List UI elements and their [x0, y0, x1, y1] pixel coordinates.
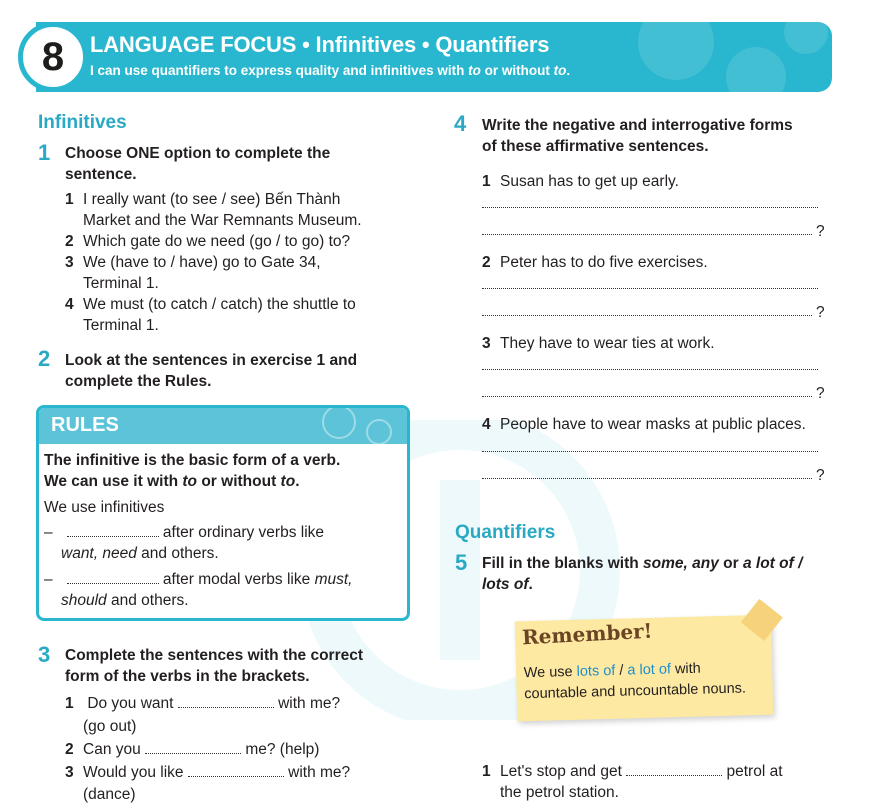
ex2-instruction-line2: complete the Rules. — [65, 373, 212, 390]
answer-line-negative[interactable] — [482, 207, 818, 208]
ex3-instruction-line1: Complete the sentences with the correct — [65, 647, 364, 664]
remember-a-lot-of: a lot of — [627, 661, 672, 679]
rules-line2-to2: to — [280, 473, 296, 490]
question-mark: ? — [816, 467, 825, 484]
rules-line2-a: We can use it with — [44, 473, 183, 490]
question-mark: ? — [816, 385, 825, 402]
item-text-a: Can you — [83, 741, 146, 758]
item-text-a: Would you like — [83, 764, 188, 781]
item-number: 4 — [65, 296, 74, 313]
item-number: 1 — [482, 173, 491, 190]
ex4-instruction-line1: Write the negative and interrogative forms — [482, 117, 793, 134]
item-number: 3 — [482, 335, 491, 352]
answer-line-negative[interactable] — [482, 451, 818, 452]
item-number: 1 — [65, 191, 74, 208]
answer-blank[interactable] — [188, 765, 284, 777]
rules-box — [36, 405, 410, 621]
subtitle-to-1: to — [468, 63, 481, 78]
list-item-continuation: Market and the War Remnants Museum. — [83, 212, 362, 229]
ex4-instruction-line2: of these affirmative sentences. — [482, 138, 709, 155]
rules-bullet-2 — [44, 569, 352, 590]
section-title-quantifiers: Quantifiers — [455, 522, 556, 543]
section-title-infinitives: Infinitives — [38, 112, 127, 133]
item-text: Which gate do we need (go / to go) to? — [83, 233, 351, 250]
answer-blank[interactable] — [67, 572, 159, 584]
list-item-hint: (go out) — [83, 718, 137, 735]
item-number: 1 — [482, 763, 491, 780]
remember-slash: / — [615, 662, 628, 679]
rules-bullet-1 — [44, 522, 324, 543]
exercise-5-instruction — [482, 553, 802, 595]
list-item — [65, 762, 350, 783]
remember-text-a: We use — [523, 663, 577, 682]
rules-line2-c: . — [295, 473, 300, 490]
question-mark: ? — [816, 304, 825, 321]
item-text: Susan has to get up early. — [500, 173, 679, 190]
answer-line-negative[interactable] — [482, 369, 818, 370]
item-number: 1 — [65, 695, 74, 712]
item-number: 3 — [65, 764, 74, 781]
ex5-text-a: Fill in the blanks with — [482, 555, 644, 572]
remember-lots-of: lots of — [576, 662, 616, 680]
ex5-instruction-line1 — [482, 553, 802, 574]
list-item — [482, 333, 715, 354]
answer-line-negative[interactable] — [482, 288, 818, 289]
item-text: They have to wear ties at work. — [500, 335, 715, 352]
answer-line-question[interactable] — [482, 234, 812, 235]
item-number: 4 — [482, 416, 491, 433]
list-item — [65, 231, 350, 252]
item-text: We must (to catch / catch) the shuttle to — [83, 296, 356, 313]
exercise-1-number: 1 — [38, 140, 51, 165]
ex3-instruction-line2: form of the verbs in the brackets. — [65, 668, 310, 685]
list-item-hint: (dance) — [83, 786, 136, 803]
answer-line-question[interactable] — [482, 315, 812, 316]
item-text-a: Let's stop and get — [500, 763, 627, 780]
list-item-continuation: Terminal 1. — [83, 317, 159, 334]
list-item — [65, 294, 356, 315]
title-part-a: LANGUAGE FOCUS — [90, 32, 297, 57]
subtitle-to-2: to — [553, 63, 567, 78]
item-number: 2 — [65, 741, 74, 758]
question-mark: ? — [816, 223, 825, 240]
item-text-b: me? (help) — [241, 741, 320, 758]
item-number: 2 — [482, 254, 491, 271]
answer-blank[interactable] — [626, 764, 722, 776]
item-text-b: petrol at — [722, 763, 783, 780]
page-subtitle — [90, 63, 570, 78]
rules-bullet2-should: should — [61, 592, 107, 609]
answer-blank[interactable] — [178, 696, 274, 708]
ex5-text-lot: a lot of / — [742, 555, 803, 572]
remember-title: Remember! — [521, 618, 653, 650]
exercise-5-number: 5 — [455, 550, 468, 575]
rules-bullet-1-cont — [61, 543, 219, 564]
remember-with: with — [670, 660, 701, 678]
subtitle-part-c: . — [566, 63, 571, 78]
ex5-text-lots: lots of — [482, 576, 529, 593]
note-fold — [741, 599, 783, 641]
ex1-instruction-line1: Choose ONE option to complete the — [65, 145, 331, 162]
item-text: People have to wear masks at public places. — [500, 416, 806, 433]
ex5-text-some: some, any — [643, 555, 719, 572]
item-text-b: with me? — [273, 695, 341, 712]
list-item — [482, 252, 708, 273]
title-part-b: • Infinitives • Quantifiers — [302, 32, 550, 57]
item-text-a: Do you want — [87, 695, 178, 712]
list-item — [482, 761, 783, 782]
exercise-3-number: 3 — [38, 642, 51, 667]
answer-blank[interactable] — [145, 742, 241, 754]
rules-bullet2-text: after modal verbs like — [158, 571, 315, 588]
list-item-continuation: the petrol station. — [500, 784, 619, 801]
rules-bullet1-text: after ordinary verbs like — [158, 524, 325, 541]
rules-bullet2-italic: must, — [314, 571, 353, 588]
rules-bullet1-italic: want, need — [61, 545, 137, 562]
answer-blank[interactable] — [67, 525, 159, 537]
rules-line-3: We use infinitives — [44, 499, 165, 516]
subtitle-part-b: or without — [480, 63, 554, 78]
exercise-4-number: 4 — [454, 111, 467, 136]
remember-text — [523, 657, 774, 706]
list-item — [482, 414, 806, 435]
bullet-dash: – — [44, 524, 53, 541]
rules-bullet-2-cont — [61, 590, 189, 611]
answer-line-question[interactable] — [482, 396, 812, 397]
exercise-1-instruction — [65, 143, 330, 185]
remember-line-2: countable and uncountable nouns. — [524, 680, 747, 703]
page-title — [90, 32, 549, 58]
rules-bullet2-end: and others. — [106, 592, 189, 609]
rules-line-1: The infinitive is the basic form of a verb. — [44, 452, 341, 469]
item-text: Peter has to do five exercises. — [500, 254, 708, 271]
list-item — [65, 739, 319, 760]
rules-title: RULES — [51, 414, 119, 436]
exercise-4-instruction — [482, 115, 793, 157]
bullet-dash: – — [44, 571, 53, 588]
item-text-b: with me? — [283, 764, 351, 781]
subtitle-part-a: I can use quantifiers to express quality and infinitives with — [90, 63, 469, 78]
item-number: 2 — [65, 233, 74, 250]
ex2-instruction-line1: Look at the sentences in exercise 1 and — [65, 352, 358, 369]
rules-bullet1-end: and others. — [136, 545, 219, 562]
list-item — [65, 252, 321, 273]
ex5-text-or: or — [718, 555, 743, 572]
item-text: We (have to / have) go to Gate 34, — [83, 254, 321, 271]
rules-line2-to1: to — [182, 473, 198, 490]
exercise-2-instruction — [65, 350, 357, 392]
unit-number: 8 — [41, 34, 65, 79]
list-item-continuation: Terminal 1. — [83, 275, 159, 292]
unit-badge — [18, 22, 88, 92]
list-item — [65, 189, 340, 210]
list-item — [482, 171, 679, 192]
answer-line-question[interactable] — [482, 478, 812, 479]
item-text: I really want (to see / see) Bến Thành — [83, 191, 341, 208]
rules-line-2 — [44, 471, 300, 492]
exercise-3-instruction — [65, 645, 363, 687]
list-item — [65, 693, 340, 714]
ex1-instruction-line2: sentence. — [65, 166, 137, 183]
ex5-instruction-line2 — [482, 574, 802, 595]
item-number: 3 — [65, 254, 74, 271]
exercise-2-number: 2 — [38, 346, 51, 371]
rules-line2-b: or without — [197, 473, 281, 490]
ex5-text-end: . — [528, 576, 533, 593]
